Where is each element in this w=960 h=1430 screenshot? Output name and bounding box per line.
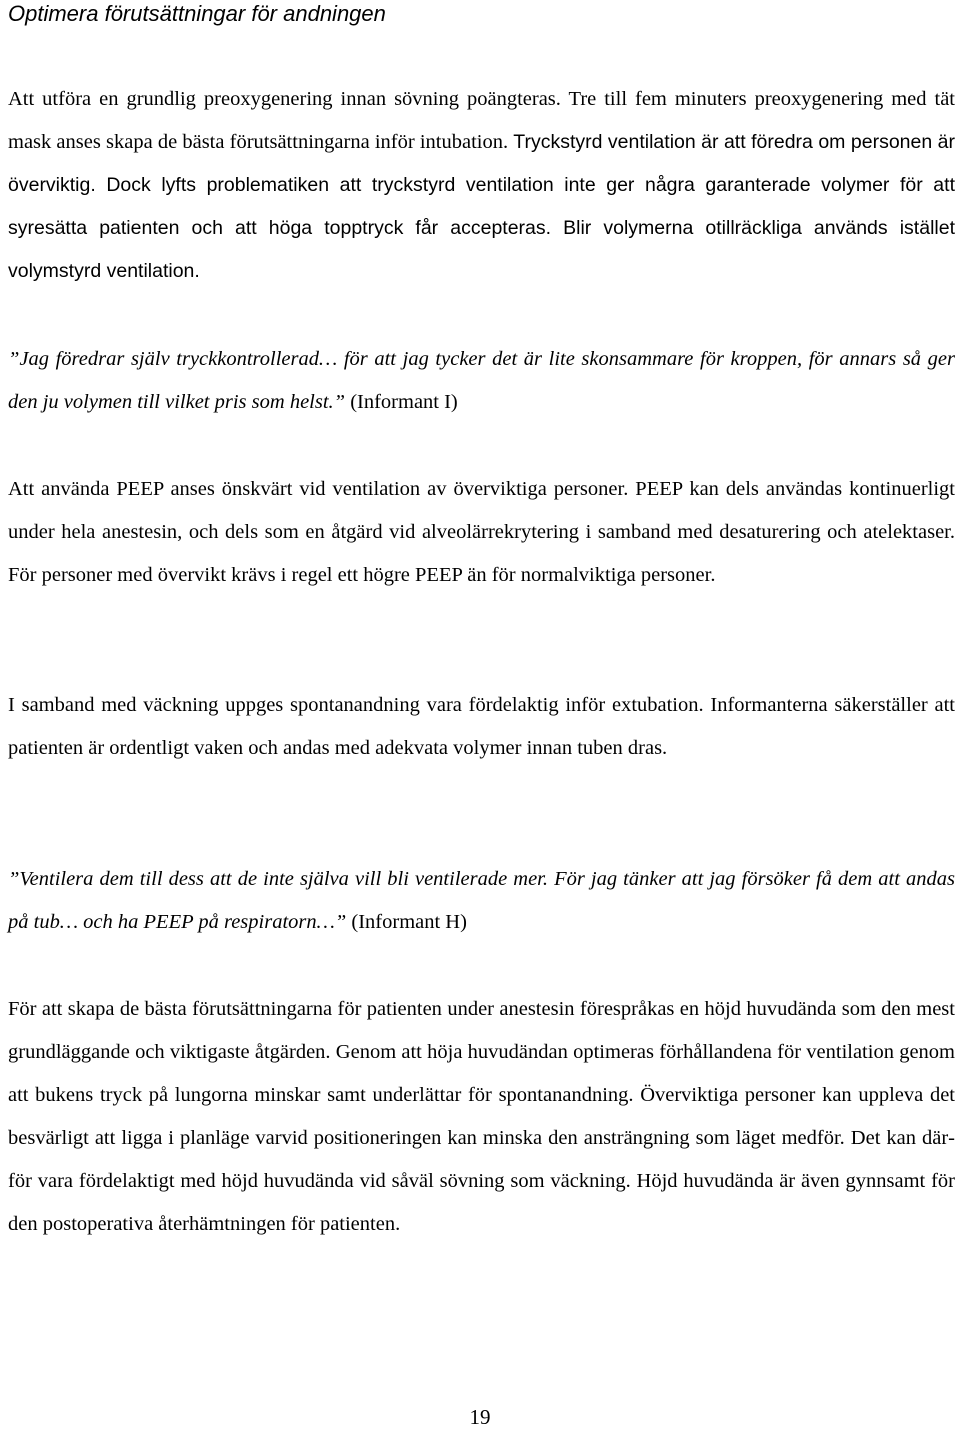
quote-informant-i xyxy=(8,338,955,424)
quote-informant-i-source: (Informant I) xyxy=(345,391,458,413)
page-number: 19 xyxy=(469,1405,491,1429)
paragraph-preoxygenation-sans: Tryckstyrd ventilation är att föredra om personen är överviktig. Dock lyfts problematiken att tryckstyrd ventilation inte ger några garanterade volymer för att syresätta patienten och att höga topptryck får accepteras. Blir volymerna otillräckliga används istället volymstyrd ventilation. xyxy=(8,131,955,282)
paragraph-preoxygenation xyxy=(8,78,955,293)
quote-informant-h-text: ”Ventilera dem till dess att de inte själva vill bli ventilerade mer. För jag tänker att jag försöker få dem att andas på tub… och ha PEEP på respiratorn…” xyxy=(8,868,955,933)
quote-informant-i-text: ”Jag föredrar själv tryckkontrollerad… för att jag tycker det är lite skonsammare för kroppen, för annars så ger den ju volymen till vilket pris som helst.” xyxy=(8,348,955,413)
paragraph-extubation: I samband med väckning uppges spontanandning vara fördelaktig inför extubation. Informanterna säkerställer att patienten är ordentligt vaken och andas med adekvata volymer innan tuben dras. xyxy=(8,694,955,759)
quote-informant-h xyxy=(8,858,955,944)
quote-informant-h-source: (Informant H) xyxy=(346,911,467,933)
paragraph-head-elevation: För att skapa de bästa förutsättningarna för patienten under anestesin förespråkas en höjd huvudända som den mest grundläggande och viktigaste åtgärden. Genom att höja huvudändan optimeras förhållandena för ventilation genom att bukens tryck på lungorna minskar samt underlättar för spontanandning. Överviktiga personer kan uppleva det besvärligt att ligga i planläge varvid positioneringen kan minska den ansträngning som läget medför. Det kan därför vara fördelaktigt med höjd huvudända vid såväl sövning som väckning. Höjd huvudända är även gynnsamt för den postoperativa återhämtningen för patienten. xyxy=(8,998,955,1235)
section-heading: Optimera förutsättningar för andningen xyxy=(8,1,386,26)
paragraph-preoxygenation-serif: Att utföra en grundlig preoxygenering innan sövning poängteras. Tre till fem minuters preoxygenering med tät mask anses skapa de bästa förutsättningarna inför intubation. xyxy=(8,88,955,153)
paragraph-peep: Att använda PEEP anses önskvärt vid ventilation av överviktiga personer. PEEP kan dels användas kontinuerligt under hela anestesin, och dels som en åtgärd vid alveolärrekrytering i samband med desaturering och atelektaser. För personer med övervikt krävs i regel ett högre PEEP än för normalviktiga personer. xyxy=(8,478,955,586)
